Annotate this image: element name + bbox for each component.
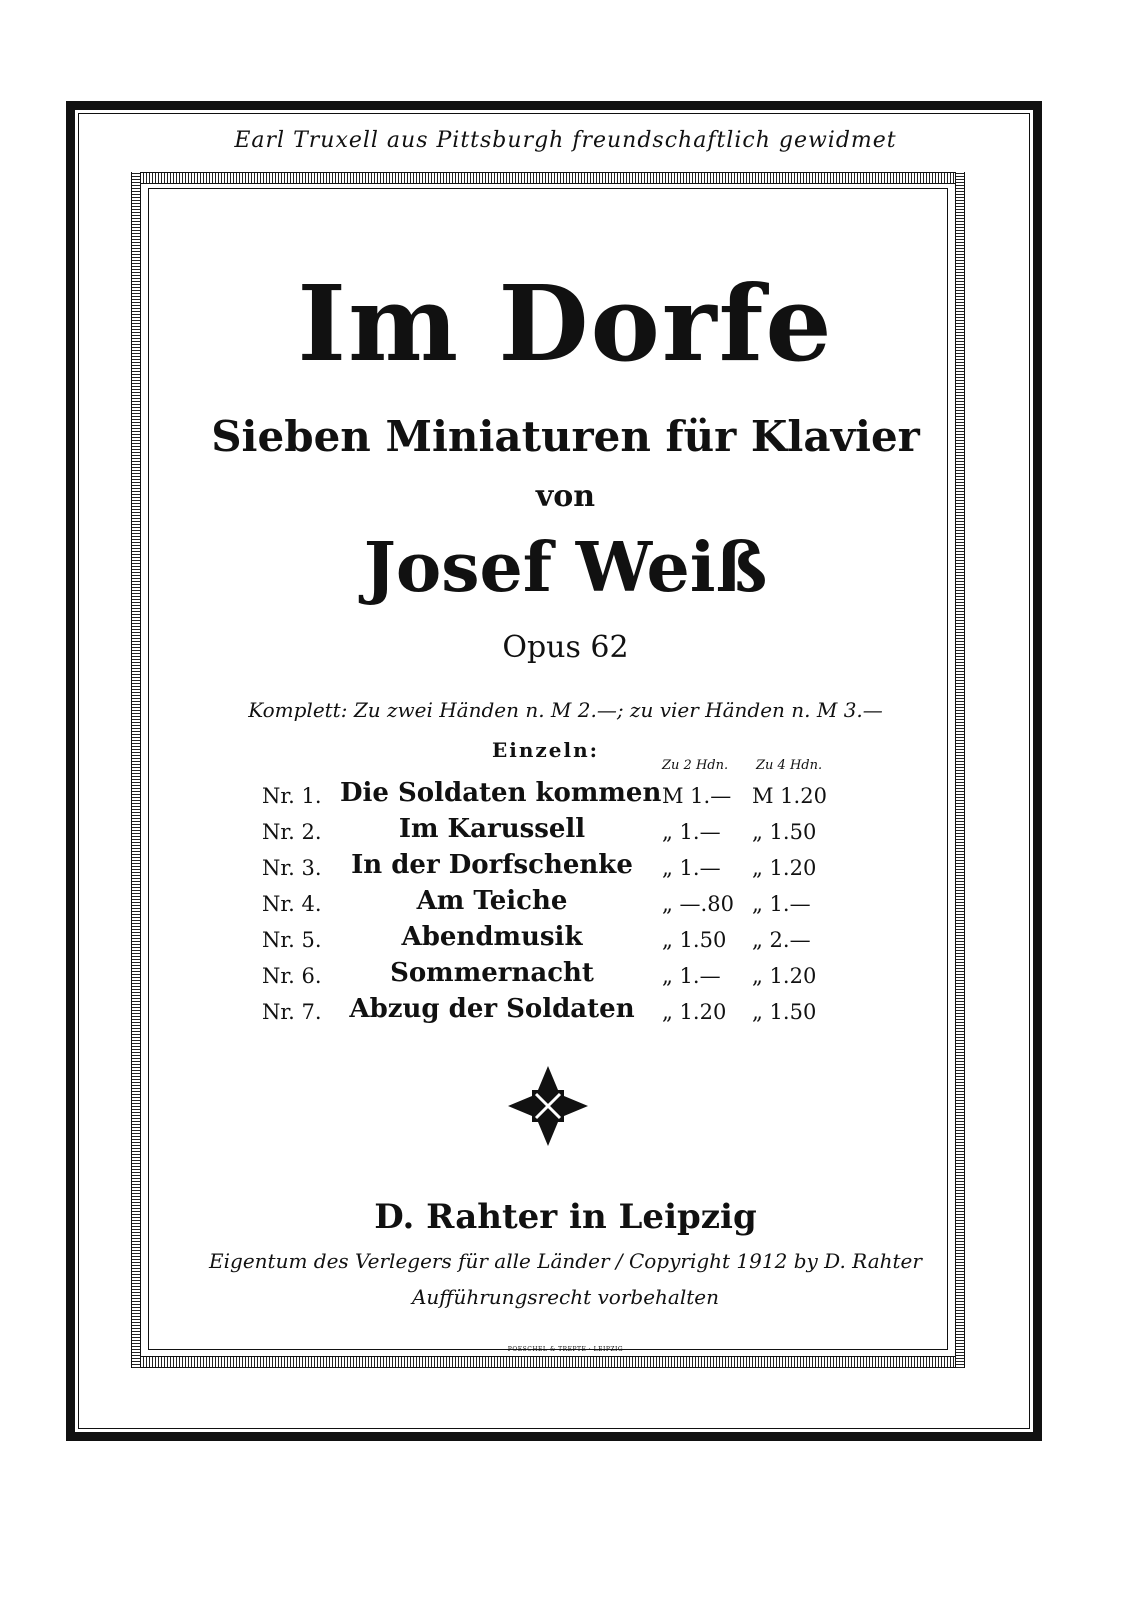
- piece-number: Nr. 7.: [262, 1000, 322, 1024]
- opus-number: Opus 62: [502, 630, 629, 665]
- performance-rights: Aufführungsrecht vorbehalten: [411, 1285, 719, 1309]
- copyright-notice: Eigentum des Verlegers für alle Länder / Copyright 1912 by D. Rahter: [209, 1249, 922, 1273]
- piece-row: [0, 886, 1131, 922]
- piece-title: Abzug der Soldaten: [349, 994, 635, 1024]
- piece-row: [0, 958, 1131, 994]
- price-four-hands: „ 1.20: [752, 856, 817, 880]
- price-two-hands: M 1.—: [662, 784, 732, 808]
- ornament-icon: [508, 1066, 588, 1146]
- piece-title: Im Karussell: [398, 814, 586, 844]
- piece-number: Nr. 4.: [262, 892, 322, 916]
- piece-row: [0, 850, 1131, 886]
- price-four-hands: „ 2.—: [752, 928, 811, 952]
- piece-title: Die Soldaten kommen: [340, 778, 662, 808]
- piece-number: Nr. 2.: [262, 820, 322, 844]
- bottom-hatched-band: [131, 1356, 965, 1368]
- composer-name: Josef Weiß: [363, 528, 768, 608]
- piece-number: Nr. 1.: [262, 784, 322, 808]
- printer-imprint: POESCHEL & TREPTE · LEIPZIG: [507, 1346, 624, 1353]
- piece-row: [0, 778, 1131, 814]
- price-four-hands: „ 1.20: [752, 964, 817, 988]
- price-two-hands: „ —.80: [662, 892, 734, 916]
- complete-edition-prices: Komplett: Zu zwei Händen n. M 2.—; zu vier Händen n. M 3.—: [248, 698, 883, 722]
- piece-number: Nr. 5.: [262, 928, 322, 952]
- column-header-four-hands: Zu 4 Hdn.: [756, 758, 823, 773]
- column-header-two-hands: Zu 2 Hdn.: [662, 758, 729, 773]
- top-hatched-band: [131, 172, 965, 184]
- price-two-hands: „ 1.—: [662, 856, 721, 880]
- piece-row: [0, 922, 1131, 958]
- price-two-hands: „ 1.50: [662, 928, 727, 952]
- piece-number: Nr. 3.: [262, 856, 322, 880]
- piece-title: Abendmusik: [401, 922, 583, 952]
- price-four-hands: „ 1.50: [752, 820, 817, 844]
- price-four-hands: M 1.20: [752, 784, 827, 808]
- piece-row: [0, 814, 1131, 850]
- piece-row: [0, 994, 1131, 1030]
- piece-number: Nr. 6.: [262, 964, 322, 988]
- piece-title: Am Teiche: [416, 886, 568, 916]
- publisher: D. Rahter in Leipzig: [374, 1197, 757, 1237]
- price-two-hands: „ 1.—: [662, 964, 721, 988]
- piece-title: Sommernacht: [390, 958, 594, 988]
- piece-title: In der Dorfschenke: [351, 850, 633, 880]
- subtitle: Sieben Miniaturen für Klavier: [211, 412, 920, 461]
- page-title: Im Dorfe: [297, 262, 834, 385]
- price-two-hands: „ 1.20: [662, 1000, 727, 1024]
- price-four-hands: „ 1.50: [752, 1000, 817, 1024]
- price-four-hands: „ 1.—: [752, 892, 811, 916]
- dedication: Earl Truxell aus Pittsburgh freundschaftlich gewidmet: [234, 128, 897, 153]
- by-line: von: [535, 479, 596, 514]
- price-two-hands: „ 1.—: [662, 820, 721, 844]
- single-pieces-label: Einzeln:: [492, 738, 599, 762]
